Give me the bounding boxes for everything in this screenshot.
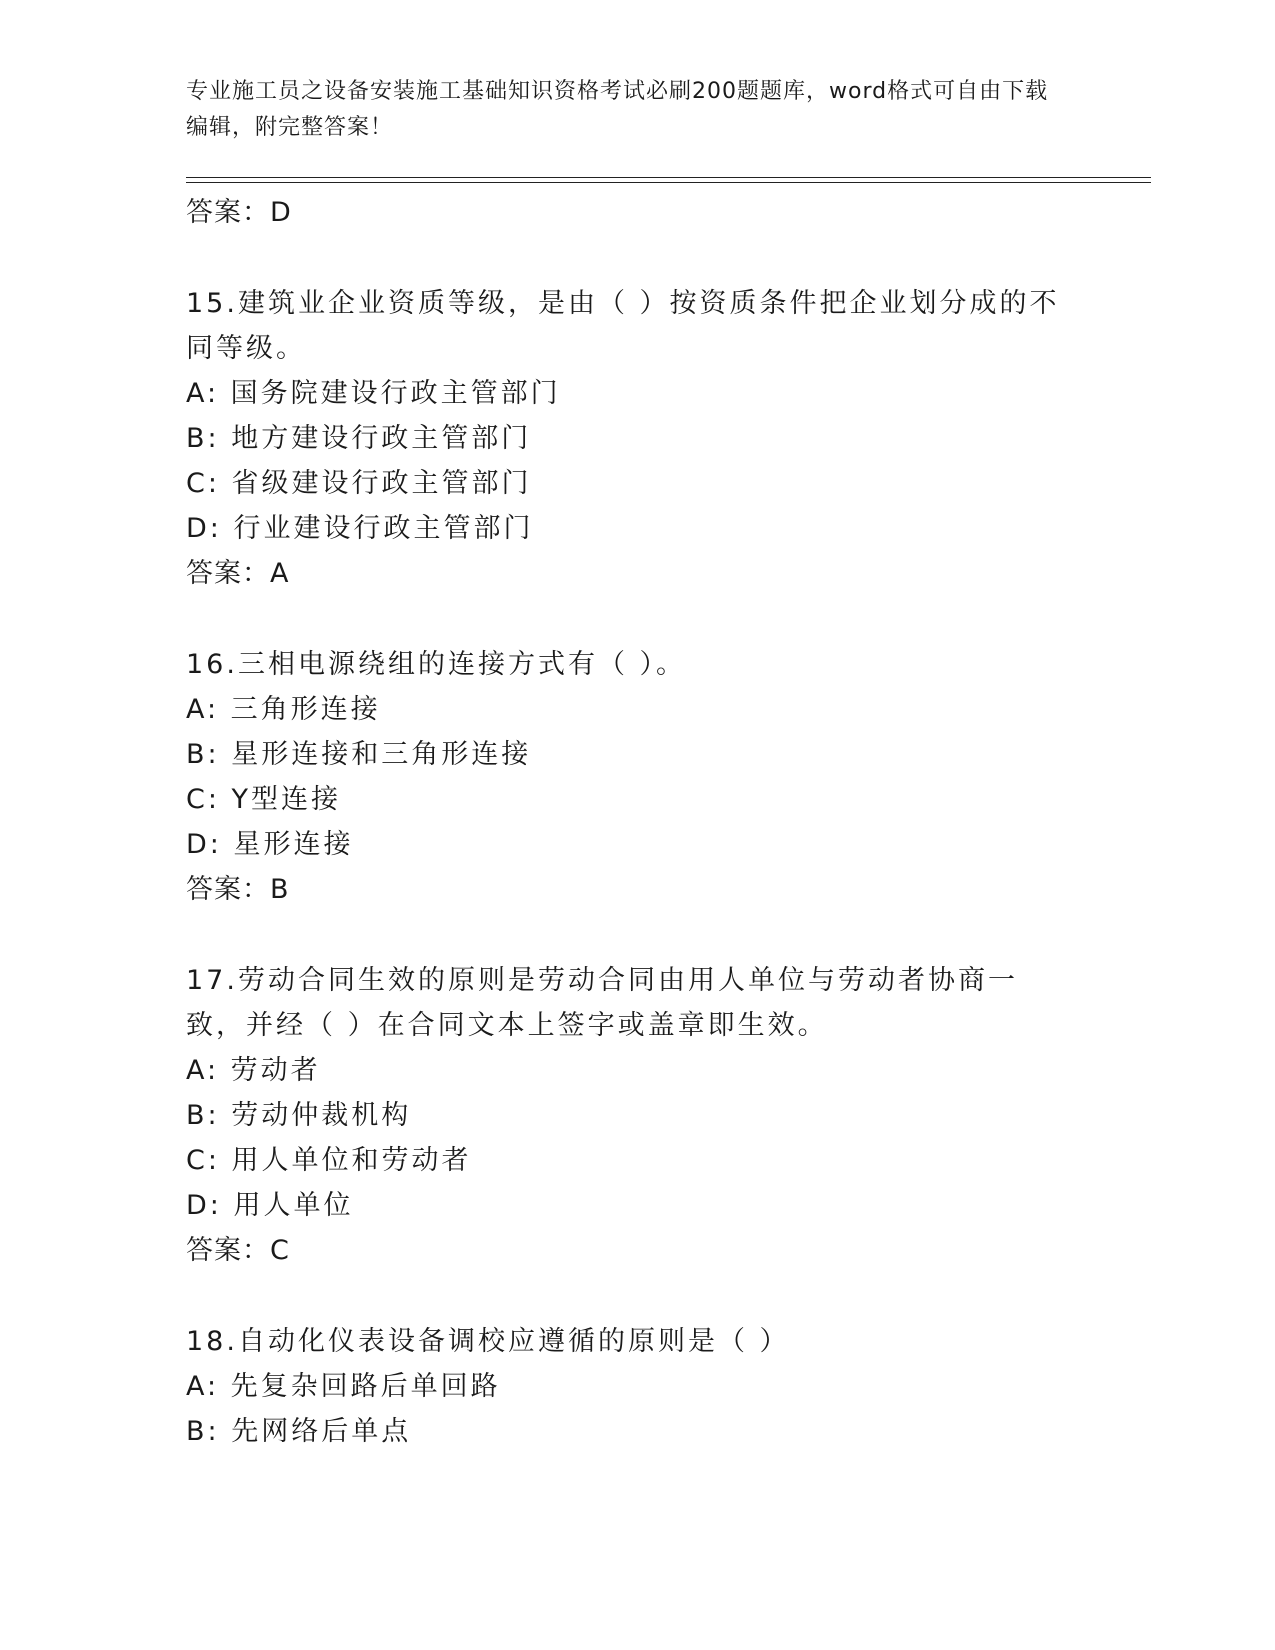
document-body [186, 190, 1086, 1454]
question-block [186, 958, 1086, 1273]
question-stem: 15.建筑业企业资质等级，是由（ ）按资质条件把企业划分成的不同等级。 [186, 288, 1060, 364]
option-a: A: 国务院建设行政主管部门 [186, 378, 561, 409]
question-stem: 17.劳动合同生效的原则是劳动合同由用人单位与劳动者协商一致，并经（ ）在合同文本上签字或盖章即生效。 [186, 965, 1018, 1041]
option-c: C: Y型连接 [186, 784, 342, 815]
option-a: A: 先复杂回路后单回路 [186, 1371, 501, 1402]
option-c: C: 用人单位和劳动者 [186, 1145, 472, 1176]
question-block [186, 642, 1086, 912]
question-block [186, 281, 1086, 596]
answer-line: 答案：B [186, 874, 290, 905]
answer-line: 答案：C [186, 1235, 290, 1266]
option-d: D: 星形连接 [186, 829, 354, 860]
header-divider-top [186, 177, 1151, 178]
question-stem: 18.自动化仪表设备调校应遵循的原则是（ ） [186, 1326, 790, 1357]
document-header: 专业施工员之设备安装施工基础知识资格考试必刷200题题库，word格式可自由下载编辑，附完整答案！ [186, 79, 1049, 140]
option-a: A: 劳动者 [186, 1055, 321, 1086]
option-b: B: 地方建设行政主管部门 [186, 423, 532, 454]
option-b: B: 先网络后单点 [186, 1416, 412, 1447]
option-d: D: 用人单位 [186, 1190, 354, 1221]
option-c: C: 省级建设行政主管部门 [186, 468, 532, 499]
option-b: B: 劳动仲裁机构 [186, 1100, 412, 1131]
option-d: D: 行业建设行政主管部门 [186, 513, 534, 544]
header-divider-bottom [186, 182, 1151, 183]
option-a: A: 三角形连接 [186, 694, 381, 725]
question-stem: 16.三相电源绕组的连接方式有（ ）。 [186, 649, 687, 680]
option-b: B: 星形连接和三角形连接 [186, 739, 532, 770]
question-block [186, 1319, 1086, 1454]
previous-answer: 答案：D [186, 197, 292, 228]
answer-line: 答案：A [186, 558, 290, 589]
